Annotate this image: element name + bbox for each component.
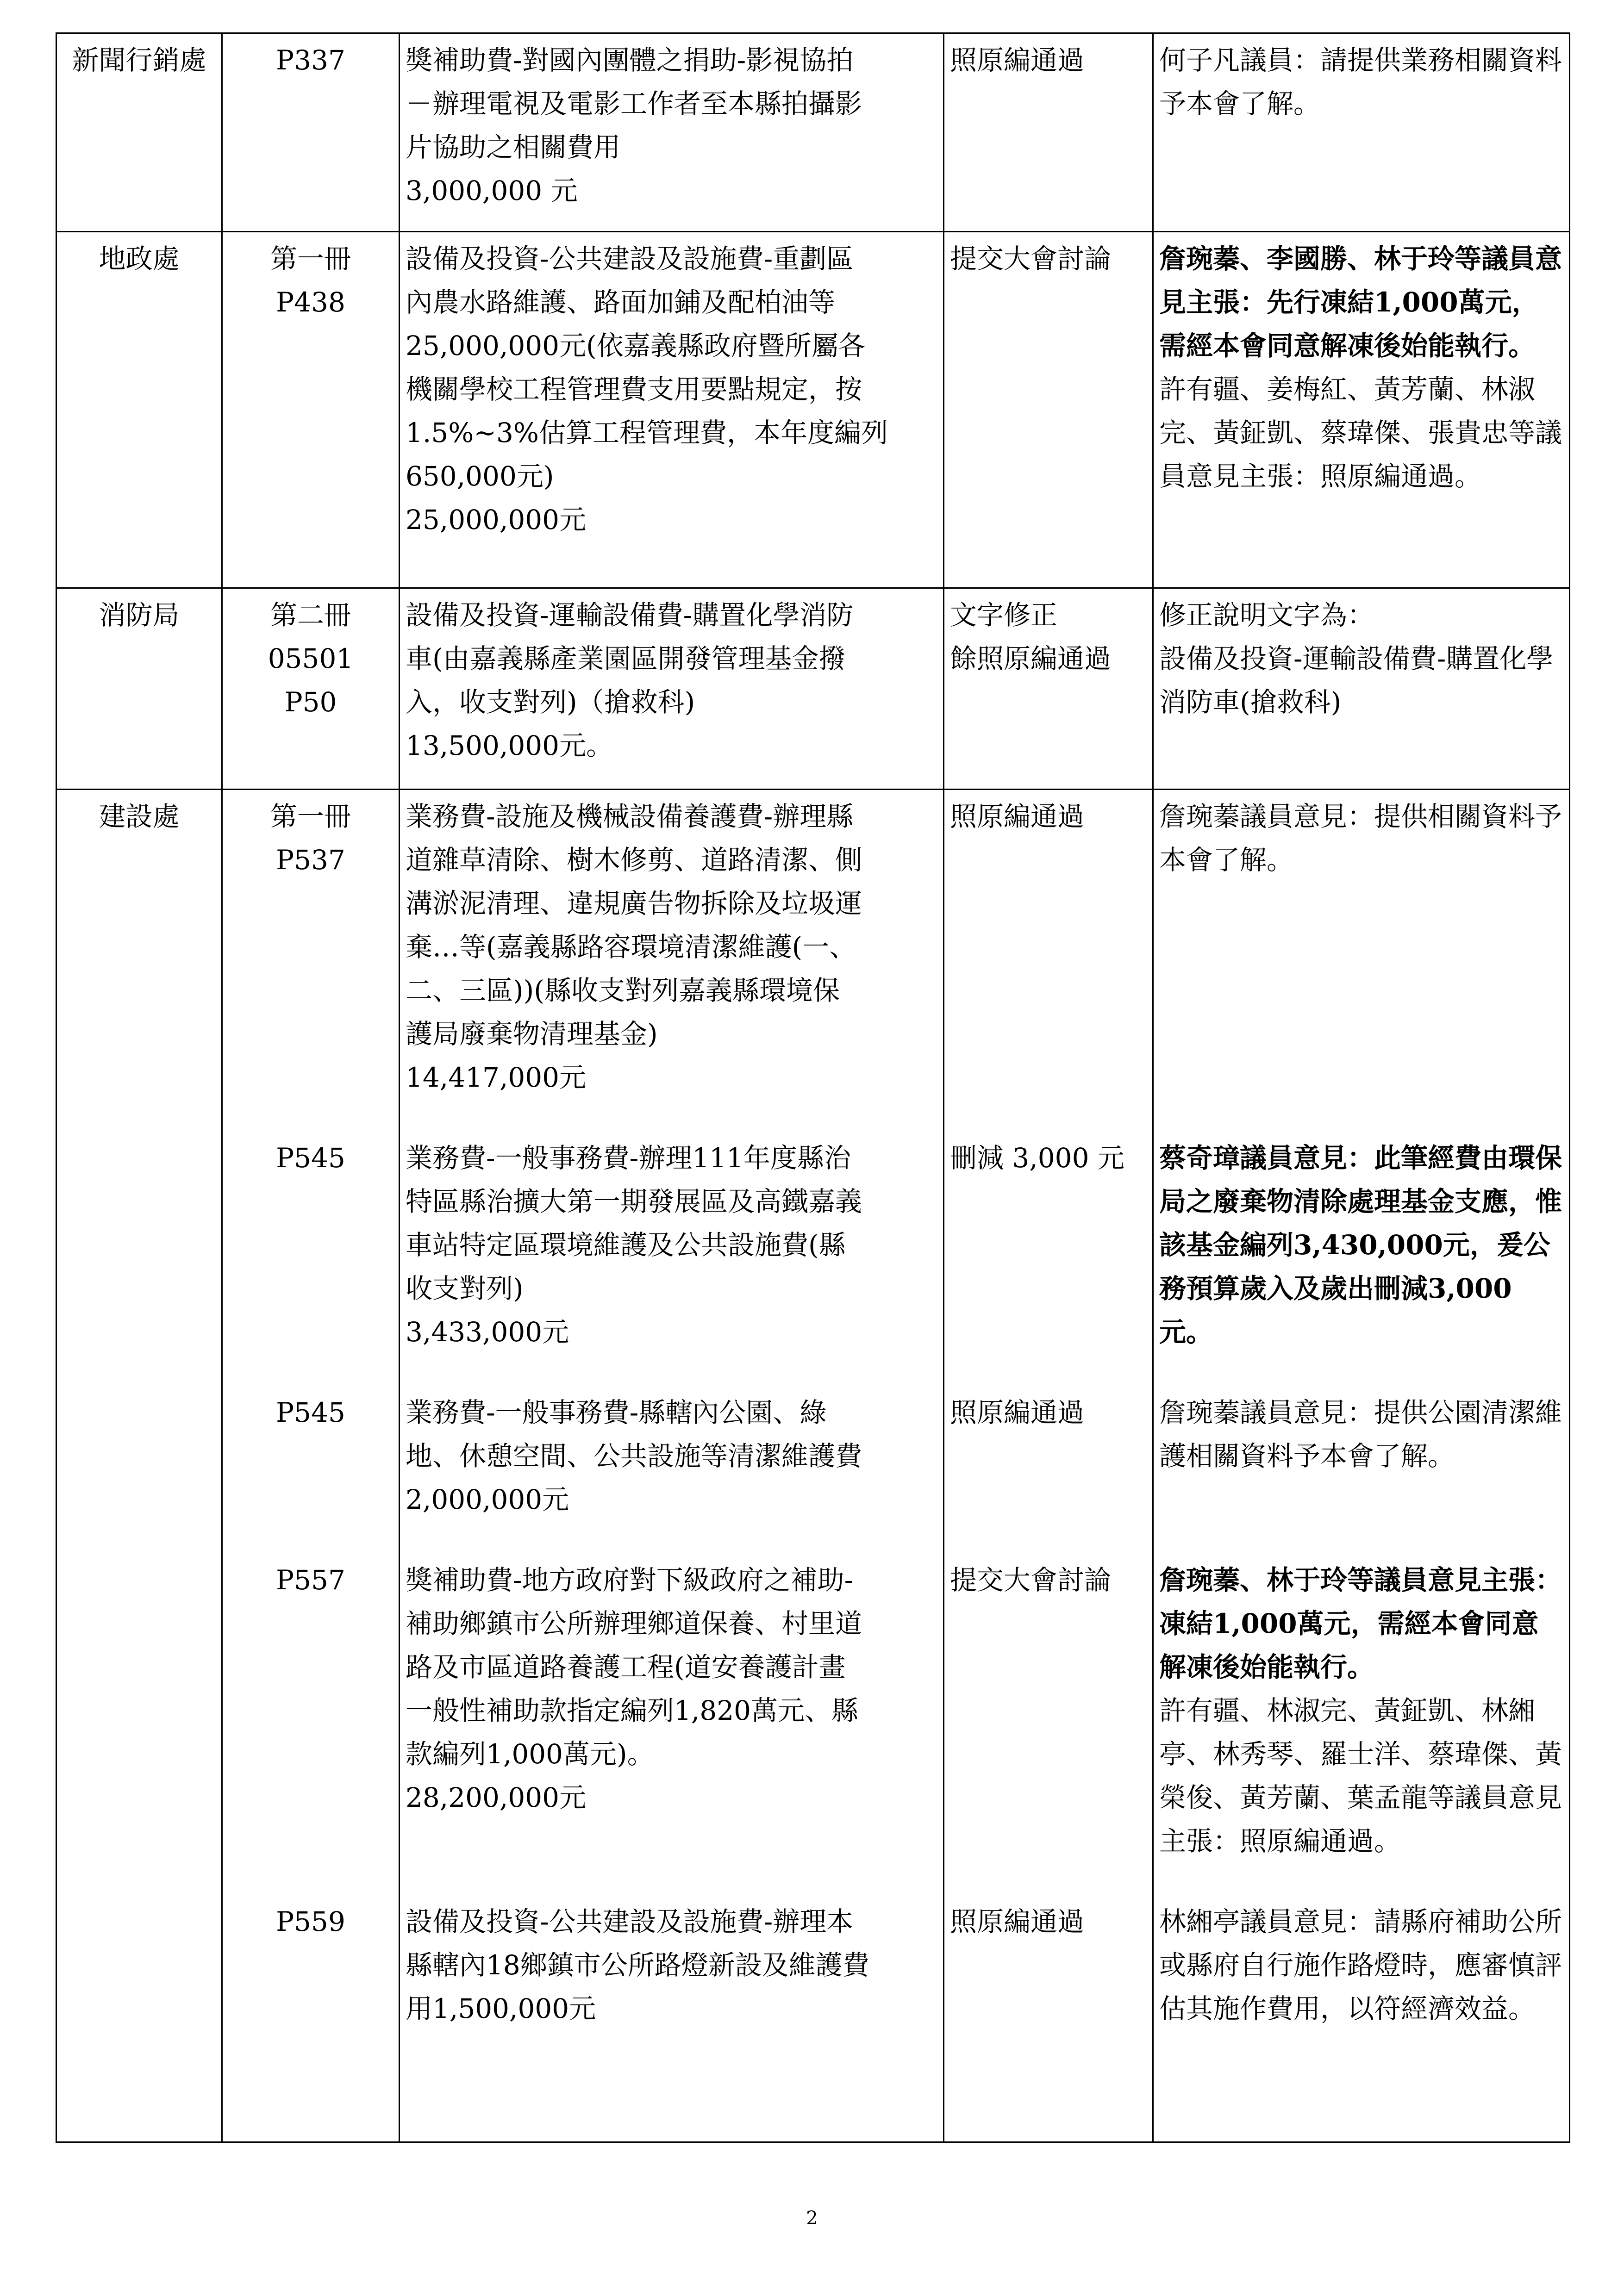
budget-item-cell [400,588,944,790]
budget-item-line: 棄…等(嘉義縣路容環境清潔維護(一、 [406,931,856,963]
opinion-text: 許有疆、姜梅紅、黃芳蘭、林淑完、黃鉦凱、蔡瑋傑、張貴忠等議員意見主張：照原編通過。 [1159,373,1562,492]
department-name: 地政處 [99,243,180,274]
opinion-cell [1153,232,1570,588]
page-ref-cell [222,790,400,2142]
resolution: 提交大會討論 [950,243,1112,274]
page-ref-line: 第一冊 [270,801,351,832]
resolution-cell [944,33,1153,232]
resolution: 文字修正 餘照原編通過 [950,599,1112,674]
department-name: 新聞行銷處 [72,44,206,76]
page-ref [228,1558,393,1863]
budget-item-line: －辦理電視及電影工作者至本縣拍攝影 [406,88,862,119]
department-name: 消防局 [99,599,180,631]
budget-item-line: 特區縣治擴大第一期發展區及高鐵嘉義 [406,1186,862,1217]
resolution: 提交大會討論 [950,1564,1112,1596]
budget-item-line: 內農水路維護、路面加鋪及配柏油等 [406,286,836,318]
page-ref [228,1391,393,1521]
budget-item [406,1391,937,1521]
budget-item-line: 3,433,000元 [406,1316,569,1348]
budget-item-line: 25,000,000元 [406,504,587,535]
page-ref [228,1136,393,1354]
opinion [1159,38,1563,212]
budget-item-line: 護局廢棄物清理基金) [406,1018,658,1050]
page-ref [228,237,393,541]
page-ref-line: P337 [276,44,345,76]
page-ref-line: P50 [284,686,337,718]
budget-item-line: 28,200,000元 [406,1782,587,1813]
opinion-text: 許有疆、林淑完、黃鉦凱、林緗亭、林秀琴、羅士洋、蔡瑋傑、黃榮俊、黃芳蘭、葉孟龍等議員意見主張：照原編通過。 [1159,1695,1562,1857]
department-cell [56,232,222,588]
page-ref-line: P545 [276,1397,345,1428]
budget-item-cell [400,790,944,2142]
budget-item [406,237,937,541]
budget-item-line: 1.5%~3%估算工程管理費，本年度編列 [406,417,888,448]
table-row [56,790,1570,2142]
budget-item-line: 道雜草清除、樹木修剪、道路清潔、側 [406,844,862,876]
budget-item-line: 車(由嘉義縣產業園區開發管理基金撥 [406,643,846,674]
budget-item-line: 獎補助費-地方政府對下級政府之補助- [406,1564,854,1596]
budget-item-line: 溝淤泥清理、違規廣告物拆除及垃圾運 [406,888,862,919]
opinion [1159,237,1563,541]
budget-item-line: 二、三區))(縣收支對列嘉義縣環境保 [406,975,840,1006]
budget-item-line: 13,500,000元。 [406,730,613,761]
resolution-cell [944,588,1153,790]
opinion [1159,1391,1563,1521]
page-ref-cell [222,33,400,232]
department-cell [56,790,222,2142]
table-row [56,232,1570,588]
budget-item-line: 業務費-一般事務費-縣轄內公園、綠 [406,1397,827,1428]
opinion-text: 修正說明文字為： 設備及投資-運輸設備費-購置化學消防車(搶救科) [1159,599,1554,718]
budget-item-line: 14,417,000元 [406,1062,587,1093]
budget-item [406,1900,937,2030]
opinion [1159,1900,1563,2030]
page-ref-cell [222,232,400,588]
page-ref [228,593,393,767]
budget-review-sheet [56,32,1569,2140]
budget-item-line: 設備及投資-公共建設及設施費-重劃區 [406,243,854,274]
budget-item-line: 補助鄉鎮市公所辦理鄉道保養、村里道 [406,1608,862,1639]
budget-item-line: 3,000,000 元 [406,175,578,206]
budget-item-cell [400,33,944,232]
table-row [56,588,1570,790]
budget-item-line: 一般性補助款指定編列1,820萬元、縣 [406,1695,859,1726]
department-cell [56,33,222,232]
opinion-cell [1153,33,1570,232]
budget-item-line: 25,000,000元(依嘉義縣政府暨所屬各 [406,330,865,361]
budget-item-line: 車站特定區環境維護及公共設施費(縣 [406,1229,846,1261]
page-ref-line: P545 [276,1142,345,1174]
table-row [56,33,1570,232]
page-number: 2 [806,2208,818,2229]
resolution: 照原編通過 [950,1397,1085,1428]
budget-item-line: 用1,500,000元 [406,1993,596,2024]
page-ref-line: P537 [276,844,345,876]
budget-item-line: 獎補助費-對國內團體之捐助-影視協拍 [406,44,854,76]
resolution-cell [944,790,1153,2142]
page-ref-line: P438 [276,286,345,318]
budget-item-line: 地、休憩空間、公共設施等清潔維護費 [406,1440,862,1472]
opinion-text: 詹琬蓁議員意見：提供公園清潔維護相關資料予本會了解。 [1159,1397,1562,1472]
opinion-bold-text: 詹琬蓁、李國勝、林于玲等議員意見主張：先行凍結1,000萬元，需經本會同意解凍後始能執行。 [1159,243,1562,361]
department-cell [56,588,222,790]
page-ref [228,1900,393,2030]
opinion [1159,1558,1563,1863]
page-ref-line: P559 [276,1906,345,1937]
page-ref [228,795,393,1099]
opinion-text: 何子凡議員：請提供業務相關資料予本會了解。 [1159,44,1562,119]
budget-item-line: 650,000元) [406,460,554,492]
budget-item-cell [400,232,944,588]
page-ref-line: P557 [276,1564,345,1596]
resolution: 照原編通過 [950,1906,1085,1937]
opinion [1159,593,1563,767]
table-body [56,33,1570,2142]
budget-item [406,593,937,767]
page-ref-line: 05501 [268,643,354,674]
budget-item-line: 業務費-設施及機械設備養護費-辦理縣 [406,801,854,832]
budget-item-line: 片協助之相關費用 [406,131,621,163]
budget-item-line: 縣轄內18鄉鎮市公所路燈新設及維護費 [406,1949,869,1981]
budget-item-line: 設備及投資-運輸設備費-購置化學消防 [406,599,854,631]
budget-item-line: 款編列1,000萬元)。 [406,1738,654,1770]
resolution-cell [944,232,1153,588]
resolution: 刪減 3,000 元 [950,1142,1124,1174]
resolution: 照原編通過 [950,44,1085,76]
budget-item-line: 入，收支對列)（搶救科) [406,686,695,718]
page-ref-line: 第二冊 [270,599,351,631]
budget-item [406,795,937,1099]
opinion-bold-text: 詹琬蓁、林于玲等議員意見主張：凍結1,000萬元，需經本會同意解凍後始能執行。 [1159,1564,1562,1683]
budget-item-line: 收支對列) [406,1273,524,1304]
budget-item-line: 業務費-一般事務費-辦理111年度縣治 [406,1142,851,1174]
department-name: 建設處 [99,801,180,832]
budget-item [406,1558,937,1863]
budget-item-line: 2,000,000元 [406,1484,569,1515]
opinion-bold-text: 蔡奇璋議員意見：此筆經費由環保局之廢棄物清除處理基金支應，惟該基金編列3,430,000元，爰公務預算歲入及歲出刪減3,000元。 [1159,1142,1562,1348]
opinion [1159,1136,1563,1354]
opinion-cell [1153,790,1570,2142]
budget-item [406,38,937,212]
page-ref-cell [222,588,400,790]
budget-item-line: 設備及投資-公共建設及設施費-辦理本 [406,1906,854,1937]
opinion-text: 詹琬蓁議員意見：提供相關資料予本會了解。 [1159,801,1562,876]
opinion-cell [1153,588,1570,790]
page-ref [228,38,393,212]
page-ref-line: 第一冊 [270,243,351,274]
opinion [1159,795,1563,1099]
budget-item-line: 機關學校工程管理費支用要點規定，按 [406,373,862,405]
budget-item [406,1136,937,1354]
opinion-text: 林緗亭議員意見：請縣府補助公所或縣府自行施作路燈時，應審慎評估其施作費用，以符經濟效益。 [1159,1906,1562,2024]
budget-item-line: 路及市區道路養護工程(道安養護計畫 [406,1651,846,1683]
resolution: 照原編通過 [950,801,1085,832]
budget-review-table [56,32,1570,2143]
